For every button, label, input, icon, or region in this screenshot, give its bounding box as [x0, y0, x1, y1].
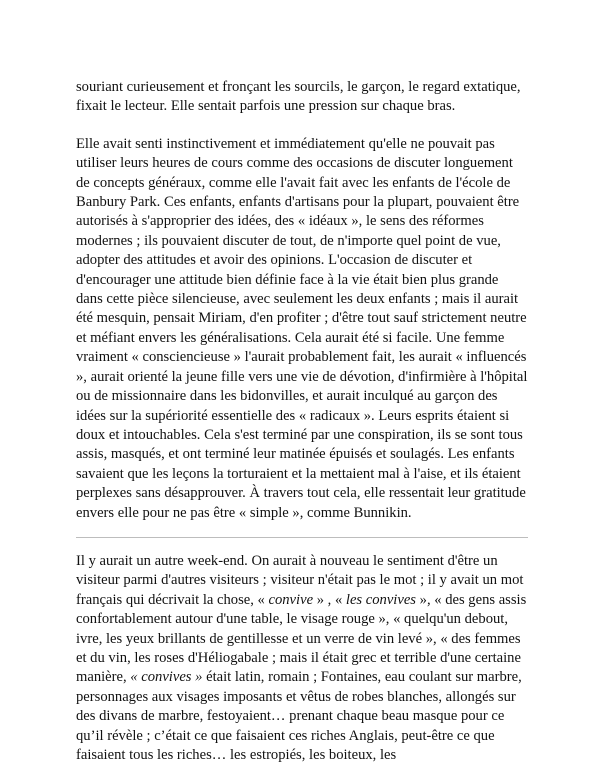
paragraph-1: souriant curieusement et fronçant les sourcils, le garçon, le regard extatique, fixait le lecteur. Elle sentait parfois une pression sur chaque bras. [76, 79, 521, 115]
paragraph-3 [76, 552, 528, 765]
paragraph-3-text-g: était latin, romain ; Fontaines, eau coulant sur marbre, personnages aux visages imposants et vêtus de robes blanches, allongés sur des divans de marbre, festoyaient… prenant chaque beau masque pour ce qu’il révèle ; c’était ce que faisaient ces riches Anglais, peut-être ce que faisaient tous les riches… les estropiés, les boiteux, les [76, 669, 522, 763]
paragraph-3-italic-les-convives: les convives [345, 591, 416, 608]
paragraph-3-text-a: Il y aurait un autre week-end. On aurait à nouveau le sentiment d'être un visiteur parmi d'autres visiteurs ; visiteur n'était pas le mot ; il y avait un mot français qui décrivait la chose, « [76, 552, 524, 608]
paragraph-3-italic-convive: convive [268, 591, 314, 608]
paragraph-2: Elle avait senti instinctivement et immédiatement qu'elle ne pouvait pas utiliser leurs heures de cours comme des occasions de discuter longuement de concepts généraux, comme elle l'avait fait avec les enfants de l'école de Banbury Park. Ces enfants, enfants d'artisans pour la plupart, pouvaient être autorisés à s'approprier des idées, des « idéaux », le sens des réformes modernes ; ils pouvaient discuter de tout, de n'importe quel point de vue, adopter des attitudes et avoir des opinions. L'occasion de discuter et d'encourager une attitude bien définie face à la vie était bien plus grande dans cette pièce silencieuse, avec seulement les deux enfants ; mais il aurait été mesquin, pensait Miriam, d'en profiter ; d'être tout sauf strictement neutre et méfiant envers les généralisations. Cela aurait été si facile. Une femme vraiment « consciencieuse » l'aurait probablement fait, les aurait « influencés », aurait orienté la jeune fille vers une vie de dévotion, d'infirmière à l'hôpital ou de missionnaire dans les bidonvilles, et aurait inculqué au garçon des idées sur la supériorité essentielle des « radicaux ». Leurs esprits étaient si doux et intouchables. Cela s'est terminé par une conspiration, ils se sont tous assis, masqués, et ont terminé leur matinée épuisés et soulagés. Les enfants savaient que les leçons la torturaient et la mettaient mal à l'aise, et ils étaient perplexes sans désapprouver. À travers tout cela, elle ressentait leur gratitude envers elle pour ne pas être « simple », comme Bunnikin. [76, 135, 528, 521]
section-divider [76, 537, 528, 538]
paragraph-3-text-c: » , « [313, 591, 346, 608]
paragraph-3-italic-convives-quoted: « convives » [130, 669, 203, 686]
paragraph-3-text-e: », « des gens assis confortablement autour d'une table, le visage rouge », « quelqu'un debout, ivre, les yeux brillants de gentillesse et un verre de vin levé », « des femmes et du vin, les roses d'Héliogabale ; mais il était grec et terrible d'une certaine manière, [76, 591, 527, 686]
document-page [76, 78, 528, 765]
